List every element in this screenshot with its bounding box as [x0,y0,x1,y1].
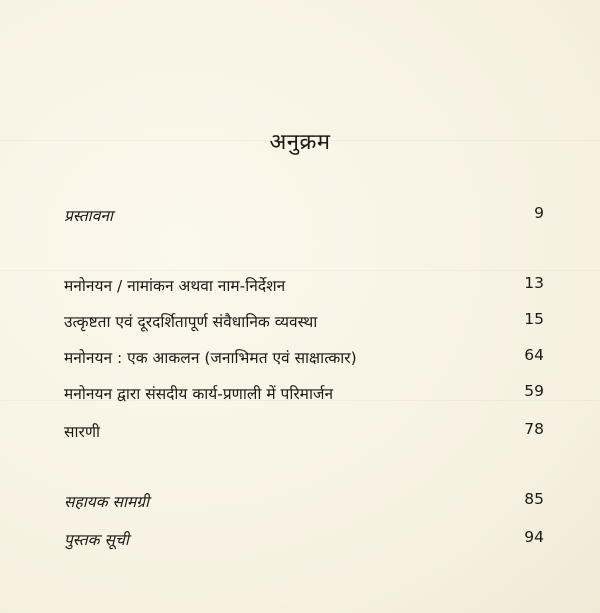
show-through-line [0,270,600,271]
toc-entry [64,490,544,516]
toc-entry [64,274,544,300]
toc-entry [64,420,544,446]
page-title: अनुक्रम [269,130,331,155]
toc-entry [64,346,544,372]
toc-entry-page: 15 [524,310,544,328]
toc-entry-page: 59 [524,382,544,400]
toc-entry-label: मनोनयन : एक आकलन (जनाभिमत एवं साक्षात्कार) [64,349,357,367]
toc-entry [64,310,544,336]
toc-entry-label: मनोनयन द्वारा संसदीय कार्य-प्रणाली में परिमार्जन [64,385,334,403]
toc-entry-page: 94 [524,528,544,546]
toc-entry [64,204,544,230]
toc-entry-page: 85 [524,490,544,508]
toc-entry [64,382,544,408]
toc-entry-page: 9 [534,204,544,222]
toc-entry-label: सारणी [64,423,101,441]
toc-entry-label: सहायक सामग्री [64,493,150,511]
toc-entry [64,528,544,554]
toc-entry-label: मनोनयन / नामांकन अथवा नाम-निर्देशन [64,277,286,295]
toc-entry-label: उत्कृष्टता एवं दूरदर्शितापूर्ण संवैधानिक व्यवस्था [64,313,318,331]
toc-entry-page: 64 [524,346,544,364]
toc-entry-page: 78 [524,420,544,438]
toc-entry-page: 13 [524,274,544,292]
toc-entry-label: प्रस्तावना [64,207,113,225]
toc-entry-label: पुस्तक सूची [64,531,129,549]
